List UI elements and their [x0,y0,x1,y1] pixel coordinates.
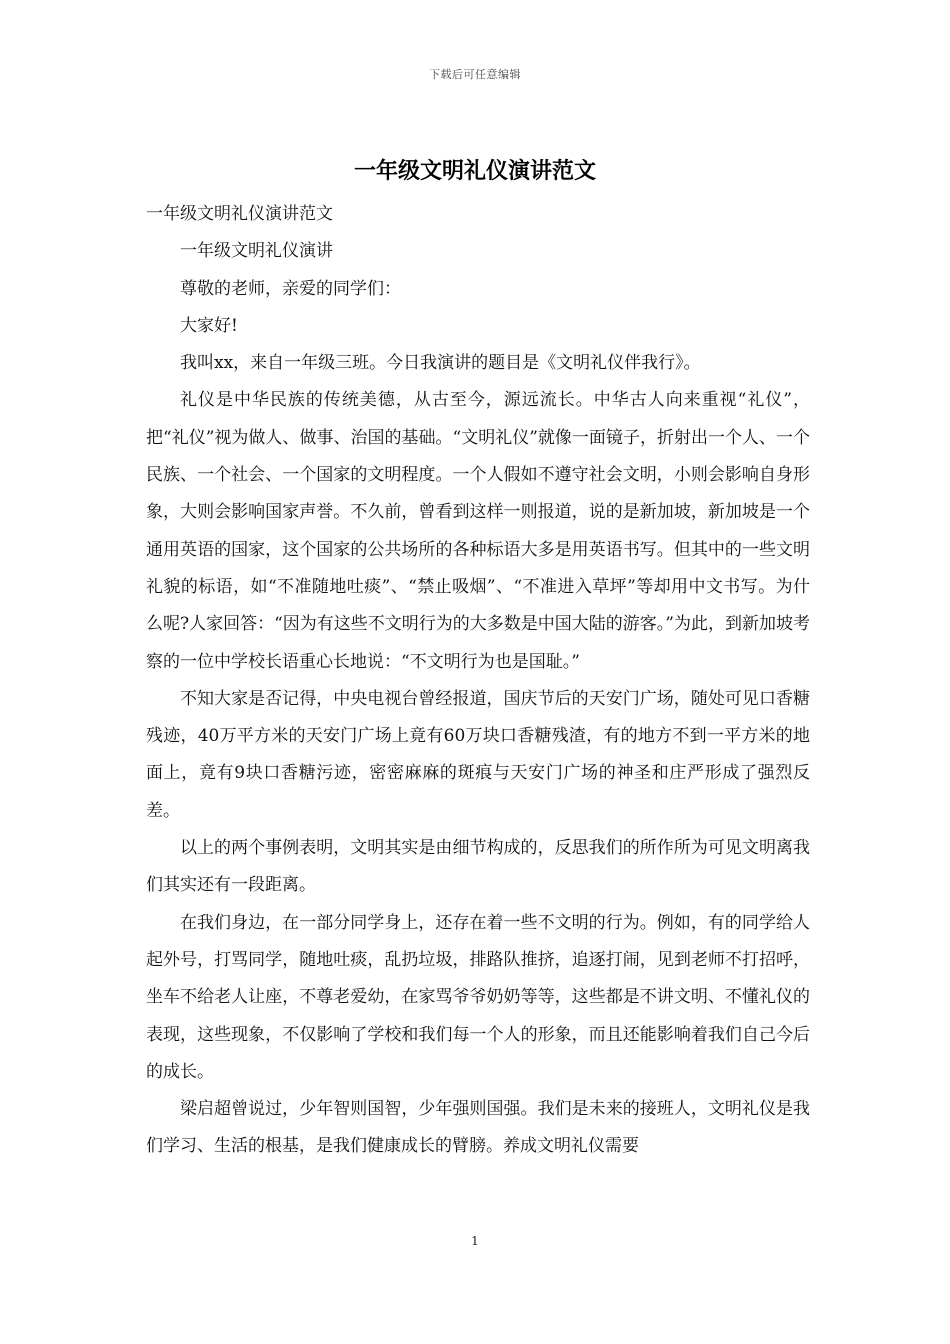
paragraph: 尊敬的老师，亲爱的同学们： [180,278,401,299]
paragraph: 不知大家是否记得，中央电视台曾经报道，国庆节后的天安门广场，随处可见口香糖残迹，40万平方米的天安门广场上竟有60万块口香糖残渣，有的地方不到一平方米的地面上，竟有9块口香糖污迹，密密麻麻的斑痕与天安门广场的神圣和庄严形成了强烈反差。 [146,688,810,821]
paragraph: 梁启超曾说过，少年智则国智，少年强则国强。我们是未来的接班人，文明礼仪是我们学习、生活的根基，是我们健康成长的臂膀。养成文明礼仪需要 [146,1099,810,1157]
paragraph: 礼仪是中华民族的传统美德，从古至今，源远流长。中华古人向来重视“礼仪”，把“礼仪”视为做人、做事、治国的基础。“文明礼仪”就像一面镜子，折射出一个人、一个民族、一个社会、一个国家的文明程度。一个人假如不遵守社会文明，小则会影响自身形象，大则会影响国家声誉。不久前，曾看到这样一则报道，说的是新加坡，新加坡是一个通用英语的国家，这个国家的公共场所的各种标语大多是用英语书写。但其中的一些文明礼貌的标语，如“不准随地吐痰”、“禁止吸烟”、“不准进入草坪”等却用中文书写。为什么呢?人家回答：“因为有这些不文明行为的大多数是中国大陆的游客。”为此，到新加坡考察的一位中学校长语重心长地说：“不文明行为也是国耻。” [146,390,810,672]
page-number: 1 [471,1234,479,1248]
paragraph: 以上的两个事例表明，文明其实是由细节构成的，反思我们的所作所为可见文明离我们其实还有一段距离。 [146,838,810,896]
page-header: 下载后可任意编辑 [429,68,521,81]
paragraph: 一年级文明礼仪演讲范文 [146,204,333,224]
paragraph: 大家好! [180,315,238,336]
document-body [146,196,810,1166]
paragraph: 一年级文明礼仪演讲 [180,241,333,262]
paragraph: 我叫xx，来自一年级三班。今日我演讲的题目是《文明礼仪伴我行》。 [180,353,701,374]
paragraph: 在我们身边，在一部分同学身上，还存在着一些不文明的行为。例如，有的同学给人起外号，打骂同学，随地吐痰，乱扔垃圾，排路队推挤，追逐打闹，见到老师不打招呼，坐车不给老人让座，不尊老爱幼，在家骂爷爷奶奶等等，这些都是不讲文明、不懂礼仪的表现，这些现象，不仅影响了学校和我们每一个人的形象，而且还能影响着我们自己今后的成长。 [146,912,810,1082]
document-title: 一年级文明礼仪演讲范文 [353,158,596,184]
